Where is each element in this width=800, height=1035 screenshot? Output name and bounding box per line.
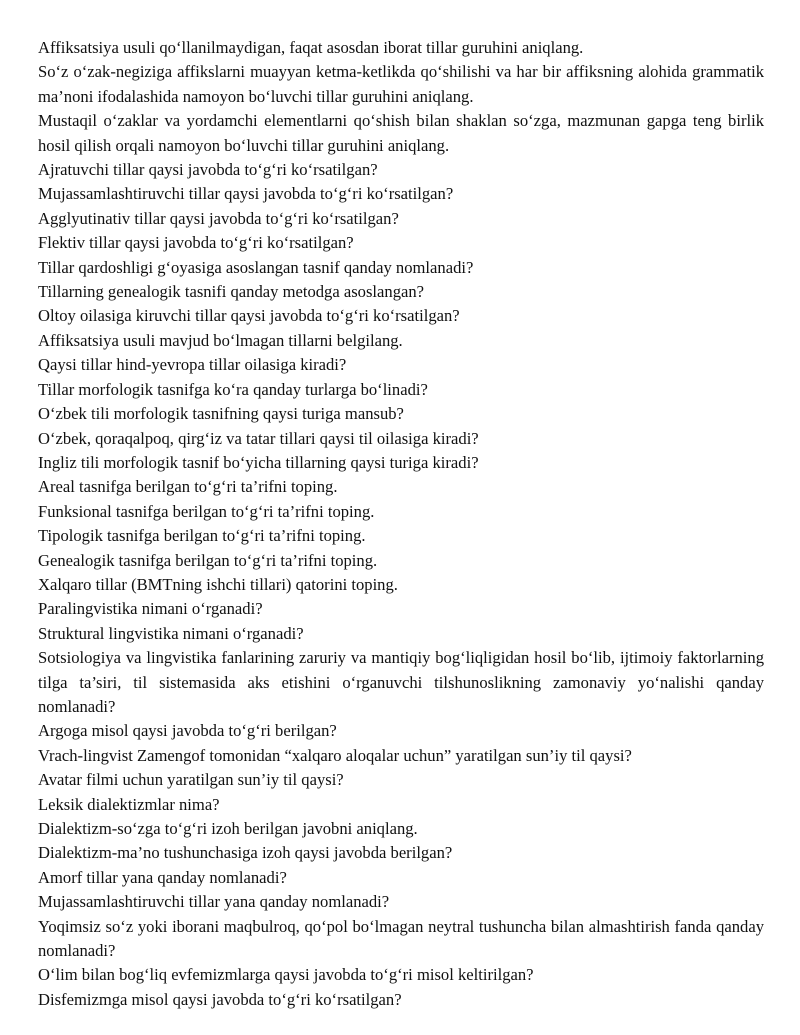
- question-line: Avatar filmi uchun yaratilgan sun’iy til qaysi?: [38, 770, 344, 790]
- question-line: Agglyutinativ tillar qaysi javobda to‘g‘ri ko‘rsatilgan?: [38, 208, 399, 228]
- question-line: So‘z o‘zak-negiziga affikslarni muayyan ketma-ketlikda qo‘shilishi va har bir affiksning alohida grammatik ma’noni ifodalashida namoyon bo‘luvchi tillar guruhini aniqlang.: [38, 62, 764, 106]
- question-line: Tillarning genealogik tasnifi qanday metodga asoslangan?: [38, 282, 425, 302]
- question-line: O‘zbek, qoraqalpoq, qirg‘iz va tatar tillari qaysi til oilasiga kiradi?: [38, 428, 479, 448]
- question-line: Ajratuvchi tillar qaysi javobda to‘g‘ri ko‘rsatilgan?: [38, 160, 378, 180]
- question-line: Tipologik tasnifga berilgan to‘g‘ri ta’rifni toping.: [38, 526, 366, 546]
- question-line: Ingliz tili morfologik tasnif bo‘yicha tillarning qaysi turiga kiradi?: [38, 452, 479, 472]
- question-line: O‘lim bilan bog‘liq evfemizmlarga qaysi javobda to‘g‘ri misol keltirilgan?: [38, 965, 534, 985]
- question-line: Affiksatsiya usuli qo‘llanilmaydigan, faqat asosdan iborat tillar guruhini aniqlang.: [38, 38, 584, 57]
- question-line: Mujassamlashtiruvchi tillar qaysi javobda to‘g‘ri ko‘rsatilgan?: [38, 184, 454, 204]
- question-line: Dialektizm-ma’no tushunchasiga izoh qaysi javobda berilgan?: [38, 843, 453, 863]
- question-line: Funksional tasnifga berilgan to‘g‘ri ta’rifni toping.: [38, 501, 375, 521]
- question-line: Mustaqil o‘zaklar va yordamchi elementlarni qo‘shish bilan shaklan so‘zga, mazmunan gapga teng birlik hosil qilish orqali namoyon bo‘luvchi tillar guruhini aniqlang.: [38, 111, 764, 155]
- question-line: Leksik dialektizmlar nima?: [38, 794, 220, 814]
- question-line: Mujassamlashtiruvchi tillar yana qanday nomlanadi?: [38, 892, 390, 912]
- question-line: Xalqaro tillar (BMTning ishchi tillari) qatorini toping.: [38, 574, 398, 594]
- question-line: Vrach-lingvist Zamengof tomonidan “xalqaro aloqalar uchun” yaratilgan sun’iy til qaysi?: [38, 745, 632, 765]
- document-page: [38, 36, 764, 1012]
- question-line: Paralingvistika nimani o‘rganadi?: [38, 599, 263, 619]
- question-line: Argoga misol qaysi javobda to‘g‘ri berilgan?: [38, 721, 337, 741]
- question-line: Yoqimsiz so‘z yoki iborani maqbulroq, qo‘pol bo‘lmagan neytral tushuncha bilan almashtirish fanda qanday nomlanadi?: [38, 916, 764, 961]
- question-line: Dialektizm-so‘zga to‘g‘ri izoh berilgan javobni aniqlang.: [38, 819, 418, 838]
- question-line: Flektiv tillar qaysi javobda to‘g‘ri ko‘rsatilgan?: [38, 233, 354, 253]
- question-line: Disfemizmga misol qaysi javobda to‘g‘ri ko‘rsatilgan?: [38, 989, 402, 1009]
- question-line: Tillar qardoshligi g‘oyasiga asoslangan tasnif qanday nomlanadi?: [38, 257, 474, 277]
- question-line: Struktural lingvistika nimani o‘rganadi?: [38, 623, 304, 643]
- question-line: Oltoy oilasiga kiruvchi tillar qaysi javobda to‘g‘ri ko‘rsatilgan?: [38, 306, 460, 326]
- question-line: Genealogik tasnifga berilgan to‘g‘ri ta’rifni toping.: [38, 550, 378, 570]
- question-line: Affiksatsiya usuli mavjud bo‘lmagan tillarni belgilang.: [38, 330, 403, 350]
- question-line: Areal tasnifga berilgan to‘g‘ri ta’rifni toping.: [38, 477, 338, 497]
- question-line: Amorf tillar yana qanday nomlanadi?: [38, 867, 287, 887]
- question-line: Qaysi tillar hind-yevropa tillar oilasiga kiradi?: [38, 355, 347, 375]
- question-line: Sotsiologiya va lingvistika fanlarining zaruriy va mantiqiy bog‘liqligidan hosil bo‘lib, ijtimoiy faktorlarning tilga ta’siri, til sistemasida aks etishini o‘rganuvchi tilshunoslikning zamonaviy yo‘nalishi qanday nomlanadi?: [38, 648, 764, 716]
- question-line: O‘zbek tili morfologik tasnifning qaysi turiga mansub?: [38, 404, 404, 424]
- question-line: Tillar morfologik tasnifga ko‘ra qanday turlarga bo‘linadi?: [38, 379, 428, 399]
